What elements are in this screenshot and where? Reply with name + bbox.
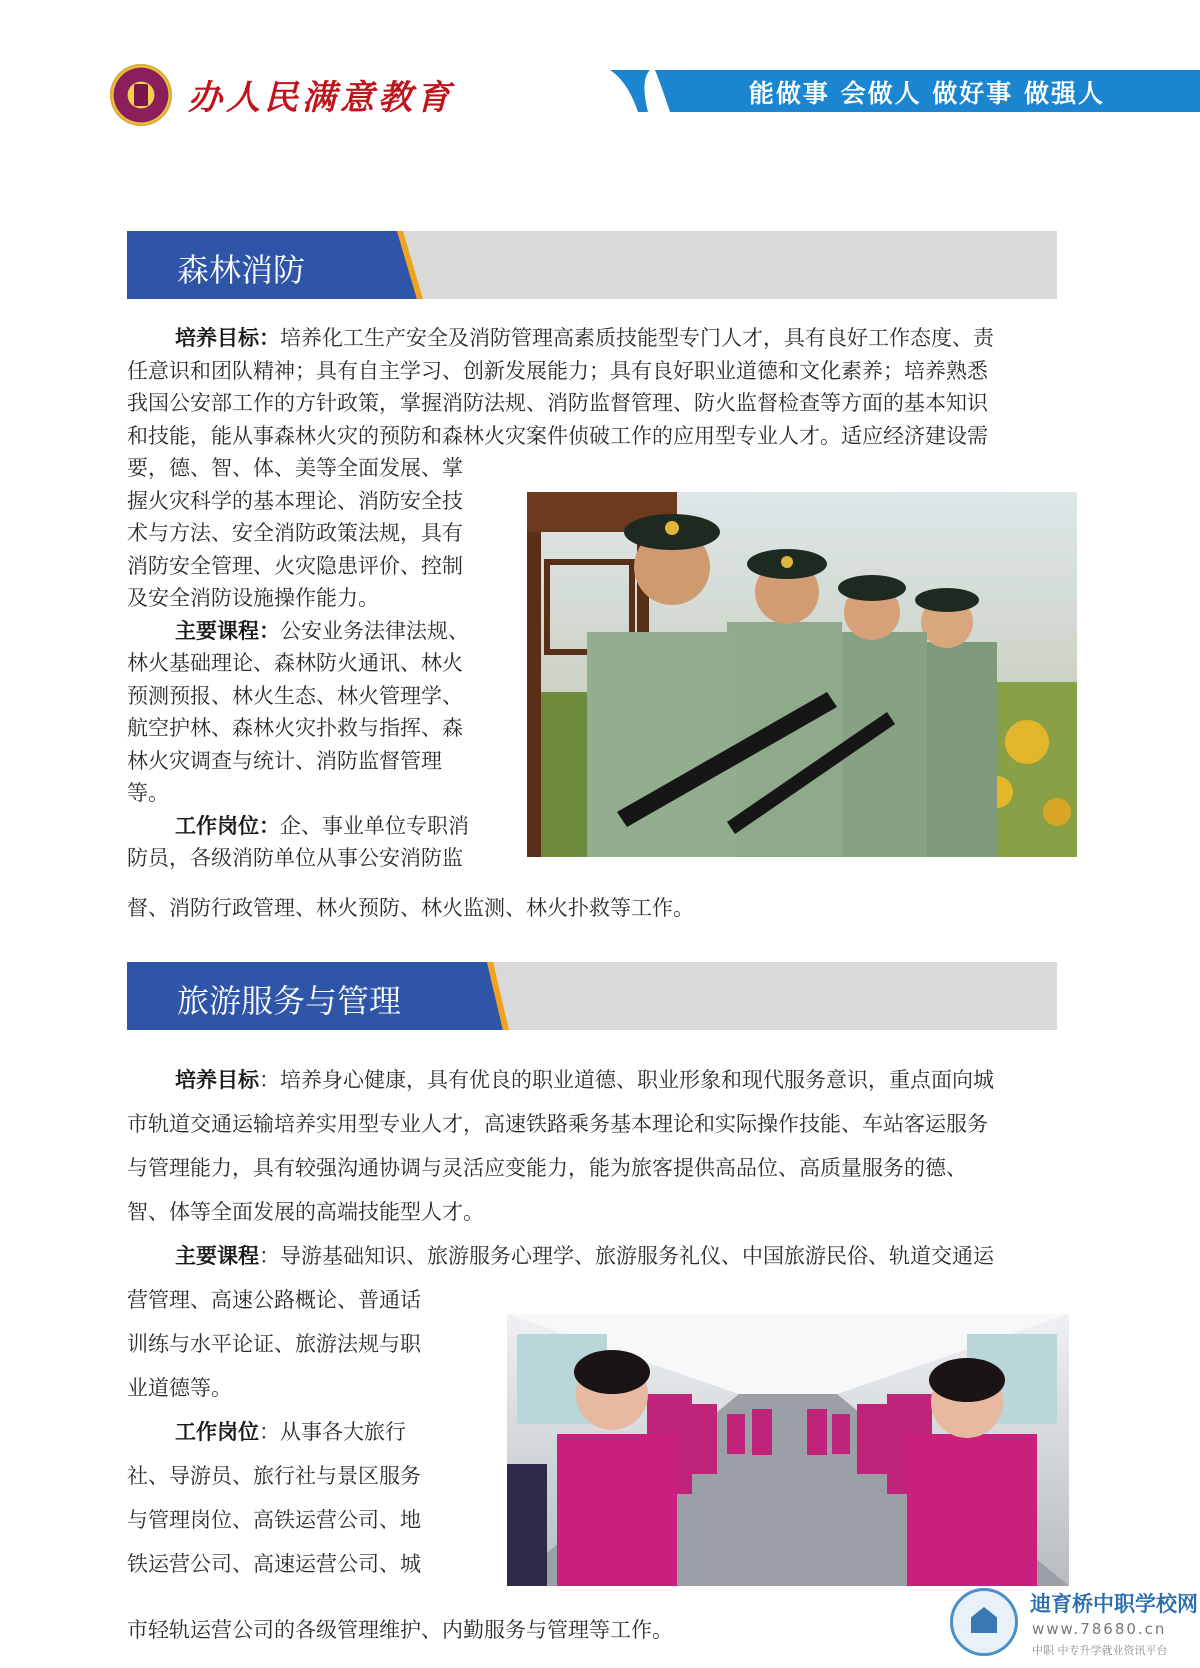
text-line: 握火灾科学的基本理论、消防安全技 (127, 488, 463, 513)
courses-label: 主要课程 (175, 1244, 259, 1268)
goal-line: 任意识和团队精神；具有自主学习、创新发展能力；具有良好职业道德和文化素养；培养熟悉 (127, 358, 988, 383)
section1-goal-block (127, 322, 1087, 452)
goal-line: 与管理能力，具有较强沟通协调与灵活应变能力，能为旅客提供高品位、高质量服务的德、 (127, 1156, 967, 1180)
text-line: 等。 (127, 781, 169, 805)
text-line: 铁运营公司、高速运营公司、城 (127, 1552, 421, 1576)
watermark-logo-icon (950, 1588, 1018, 1656)
section-title: 森林消防 (177, 251, 306, 289)
jobs-label: 工作岗位： (175, 813, 280, 838)
text-line: 及安全消防设施操作能力。 (127, 586, 379, 610)
text-line: 预测预报、林火生态、林火管理学、 (127, 683, 463, 708)
text-line: 要，德、智、体、美等全面发展、掌 (127, 456, 463, 480)
goal-line: 市轨道交通运输培养实用型专业人才，高速铁路乘务基本理论和实际操作技能、车站客运服务 (127, 1112, 988, 1136)
text-line: 防员，各级消防单位从事公安消防监 (127, 846, 463, 870)
train-attendants-photo (507, 1314, 1069, 1586)
goal-line: 和技能，能从事森林火灾的预防和森林火灾案件侦破工作的应用型专业人才。适应经济建设需 (127, 423, 988, 448)
text-line: 消防安全管理、火灾隐患评价、控制 (127, 553, 463, 578)
text-line: 训练与水平论证、旅游法规与职 (127, 1332, 421, 1356)
goal-label: 培养目标： (175, 326, 280, 350)
goal-label: 培养目标 (175, 1068, 259, 1092)
header-slogan: 办人民满意教育 (188, 78, 454, 118)
jobs-text: 企、事业单位专职消 (280, 813, 469, 838)
section2-goal-block (127, 1058, 1087, 1278)
courses-text: 公安业务法律法规、 (280, 618, 469, 643)
section2-column-text (127, 1278, 487, 1586)
goal-text: 培养化工生产安全及消防管理高素质技能型专门人才，具有良好工作态度、责 (280, 326, 994, 350)
courses-label: 主要课程： (175, 618, 280, 643)
jobs-label: 工作岗位 (175, 1420, 259, 1444)
section-banner-tourism (127, 962, 1057, 1030)
section2-last-line: 市轻轨运营公司的各级管理维护、内勤服务与管理等工作。 (127, 1618, 673, 1642)
school-logo (110, 64, 172, 126)
text-line: 航空护林、森林火灾扑救与指挥、森 (127, 716, 463, 740)
section-title: 旅游服务与管理 (177, 982, 402, 1020)
jobs-text: ：从事各大旅行 (259, 1420, 406, 1444)
goal-line: 我国公安部工作的方针政策，掌握消防法规、消防监督管理、防火监督检查等方面的基本知识 (127, 391, 988, 415)
firefighter-soldiers-photo (527, 492, 1077, 857)
text-line: 业道德等。 (127, 1376, 232, 1400)
goal-line: 智、体等全面发展的高端技能型人才。 (127, 1200, 484, 1224)
watermark-title: 迪育桥中职学校网 (1030, 1592, 1198, 1616)
text-line: 与管理岗位、高铁运营公司、地 (127, 1508, 421, 1532)
text-line: 社、导游员、旅行社与景区服务 (127, 1464, 421, 1488)
watermark-subtitle: 中职 中专升学就业资讯平台 (1032, 1644, 1168, 1657)
text-line: 术与方法、安全消防政策法规，具有 (127, 521, 463, 545)
goal-text: ：培养身心健康，具有优良的职业道德、职业形象和现代服务意识，重点面向城 (259, 1068, 994, 1092)
text-line: 营管理、高速公路概论、普通话 (127, 1288, 421, 1312)
section-banner-forest-fire (127, 231, 1057, 299)
text-line: 林火基础理论、森林防火通讯、林火 (127, 651, 463, 675)
courses-text: ：导游基础知识、旅游服务心理学、旅游服务礼仪、中国旅游民俗、轨道交通运 (259, 1244, 994, 1268)
section1-column-text (127, 452, 517, 875)
section1-last-line: 督、消防行政管理、林火预防、林火监测、林火扑救等工作。 (127, 896, 694, 920)
header-motto: 能做事 会做人 做好事 做强人 (748, 79, 1105, 108)
watermark-url[interactable]: www.78680.cn (1032, 1620, 1167, 1638)
text-line: 林火灾调查与统计、消防监督管理 (127, 748, 442, 773)
